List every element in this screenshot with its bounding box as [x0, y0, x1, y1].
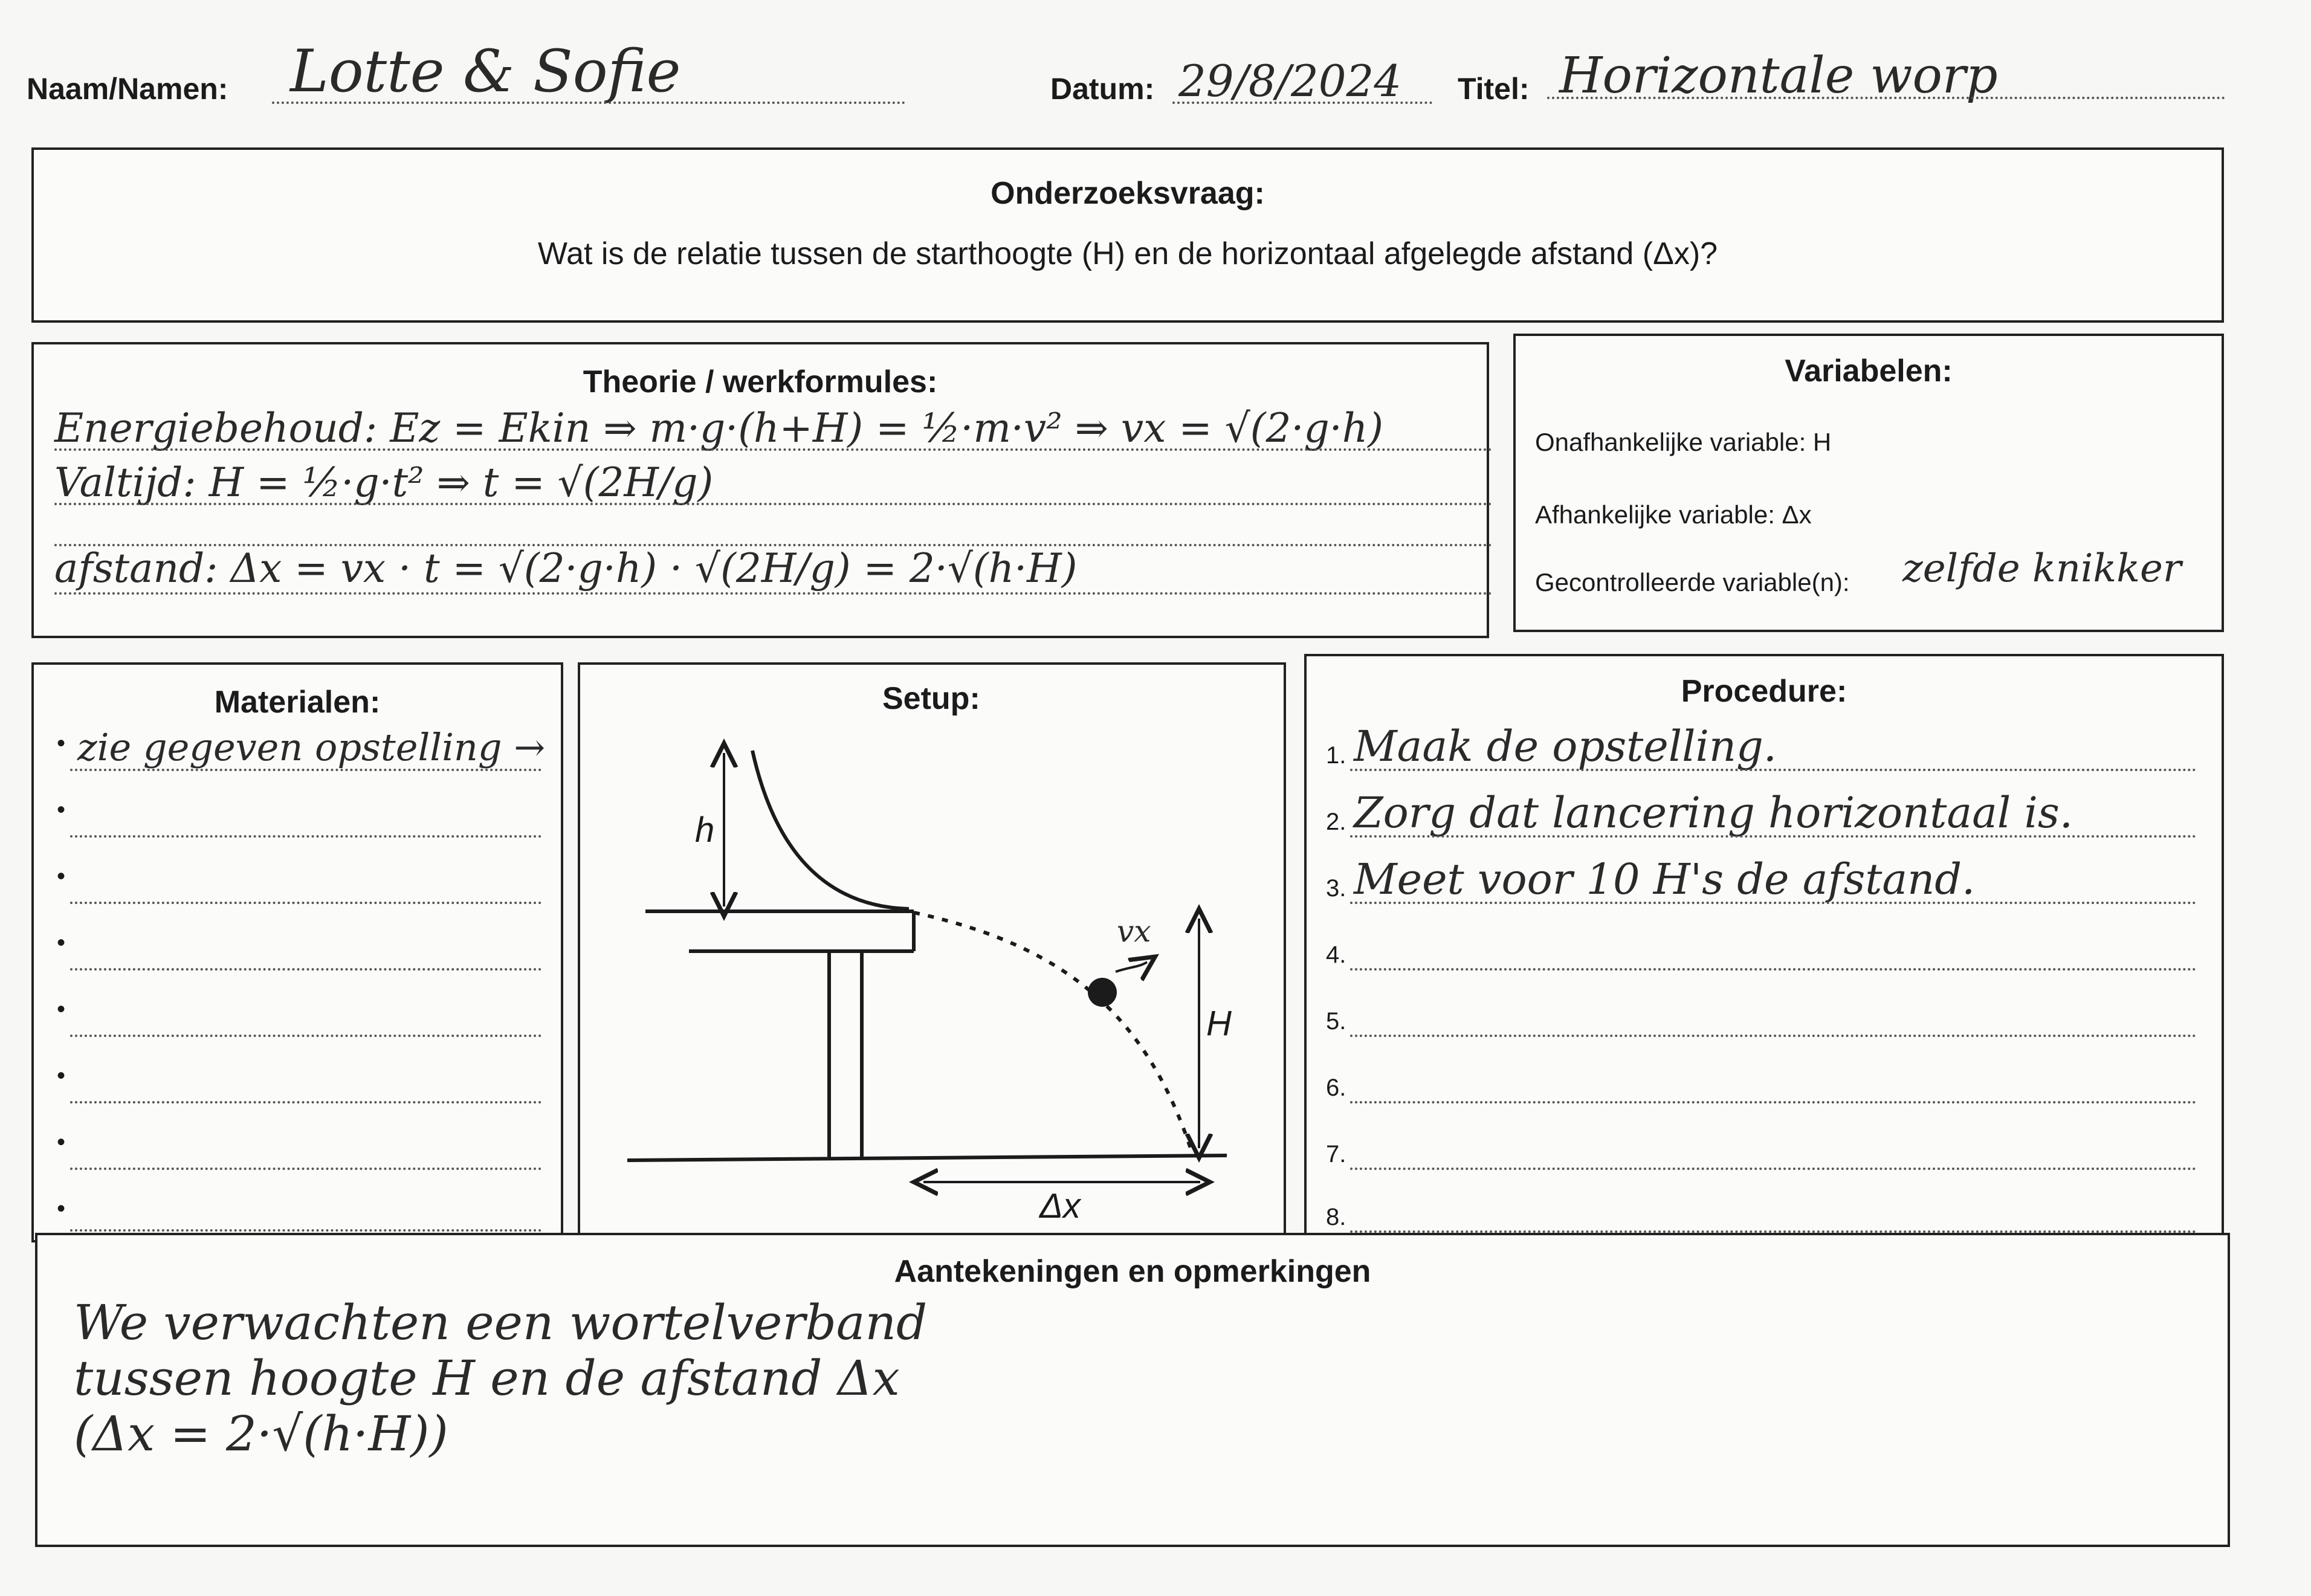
- notes-line-1: We verwachten een wortelverband: [74, 1294, 928, 1351]
- date-label: Datum:: [1050, 72, 1155, 106]
- procedure-number-1: 1.: [1326, 742, 1346, 769]
- procedure-step-2: Zorg dat lancering horizontaal is.: [1354, 788, 2073, 838]
- names-dotline: [272, 102, 905, 104]
- materials-dotline: [70, 1035, 541, 1037]
- procedure-box: [1304, 654, 2224, 1242]
- materials-bullet: •: [57, 1195, 66, 1222]
- materials-bullet: •: [57, 730, 66, 757]
- materials-bullet: •: [57, 796, 66, 823]
- research-question-heading: Onderzoeksvraag:: [991, 176, 1265, 211]
- velocity-arrow: [1116, 962, 1147, 972]
- controlled-variable-label: Gecontrolleerde variable(n):: [1535, 568, 1850, 596]
- controlled-variable-value: zelfde knikker: [1902, 546, 2182, 591]
- procedure-dotline: [1350, 968, 2196, 971]
- label-H: H: [1206, 1004, 1232, 1043]
- research-question-box: [31, 147, 2224, 323]
- materials-bullet: •: [57, 863, 66, 890]
- procedure-step-3: Meet voor 10 H's de afstand.: [1354, 855, 1976, 904]
- materials-box: [31, 662, 563, 1242]
- theory-dotline-4: [54, 592, 1493, 595]
- label-h: h: [695, 810, 715, 850]
- theory-dotline-2: [54, 503, 1493, 505]
- procedure-dotline: [1350, 1168, 2196, 1170]
- notes-line-3: (Δx = 2·√(h·H)): [74, 1406, 448, 1462]
- procedure-step-1: Maak de opstelling.: [1354, 722, 1777, 771]
- notes-box: [35, 1233, 2230, 1547]
- label-dx: Δx: [1039, 1186, 1081, 1226]
- theory-heading: Theorie / werkformules:: [583, 364, 938, 399]
- names-label: Naam/Namen:: [27, 72, 228, 106]
- theory-dotline-1: [54, 448, 1493, 451]
- procedure-number-6: 6.: [1326, 1074, 1346, 1101]
- procedure-heading: Procedure:: [1681, 674, 1847, 709]
- procedure-number-4: 4.: [1326, 942, 1346, 968]
- materials-bullet: •: [57, 996, 66, 1023]
- materials-bullet: •: [57, 1062, 66, 1089]
- procedure-number-3: 3.: [1326, 875, 1346, 902]
- title-dotline: [1547, 97, 2225, 99]
- materials-dotline: [70, 968, 541, 971]
- procedure-dotline: [1350, 769, 2196, 771]
- variables-box: [1513, 334, 2224, 632]
- materials-item-1: zie gegeven opstelling →: [77, 725, 546, 769]
- setup-box: [578, 662, 1286, 1242]
- materials-heading: Materialen:: [214, 685, 381, 720]
- materials-dotline: [70, 902, 541, 904]
- procedure-dotline: [1350, 902, 2196, 904]
- materials-bullet: •: [57, 1129, 66, 1155]
- date-value: 29/8/2024: [1178, 56, 1402, 106]
- dependent-variable: Afhankelijke variable: Δx: [1535, 500, 1812, 529]
- floor-line: [627, 1155, 1227, 1160]
- materials-dotline: [70, 769, 541, 771]
- title-value: Horizontale worp: [1559, 47, 1998, 105]
- setup-heading: Setup:: [882, 681, 980, 716]
- names-value: Lotte & Sofie: [290, 37, 681, 105]
- title-label: Titel:: [1458, 72, 1530, 106]
- theory-line-2: Valtijd: H = ½·g·t² ⇒ t = √(2H/g): [54, 459, 714, 506]
- marble: [1088, 978, 1117, 1007]
- materials-dotline: [70, 1101, 541, 1103]
- theory-line-1: Energiebehoud: Ez = Ekin ⇒ m·g·(h+H) = ½·m·v² ⇒ vx = √(2·g·h): [54, 405, 1383, 451]
- setup-diagram: [580, 665, 1284, 1240]
- materials-dotline: [70, 1168, 541, 1170]
- label-vx: vx: [1117, 914, 1151, 949]
- procedure-number-7: 7.: [1326, 1141, 1346, 1168]
- procedure-dotline: [1350, 835, 2196, 838]
- materials-bullet: •: [57, 929, 66, 956]
- ramp-curve: [752, 751, 909, 909]
- notes-line-2: tussen hoogte H en de afstand Δx: [74, 1350, 900, 1406]
- independent-variable: Onafhankelijke variable: H: [1535, 428, 1832, 456]
- theory-line-3: afstand: Δx = vx · t = √(2·g·h) · √(2H/g) = 2·√(h·H): [54, 545, 1078, 592]
- procedure-number-5: 5.: [1326, 1008, 1346, 1035]
- procedure-number-2: 2.: [1326, 809, 1346, 835]
- materials-dotline: [70, 1229, 541, 1232]
- procedure-dotline: [1350, 1035, 2196, 1037]
- theory-box: [31, 342, 1489, 638]
- notes-heading: Aantekeningen en opmerkingen: [894, 1254, 1371, 1289]
- materials-dotline: [70, 835, 541, 838]
- procedure-number-8: 8.: [1326, 1204, 1346, 1230]
- date-dotline: [1172, 102, 1432, 104]
- research-question-text: Wat is de relatie tussen de starthoogte (H) en de horizontaal afgelegde afstand (Δx)?: [537, 236, 1718, 271]
- procedure-dotline: [1350, 1101, 2196, 1103]
- variables-heading: Variabelen:: [1785, 354, 1953, 389]
